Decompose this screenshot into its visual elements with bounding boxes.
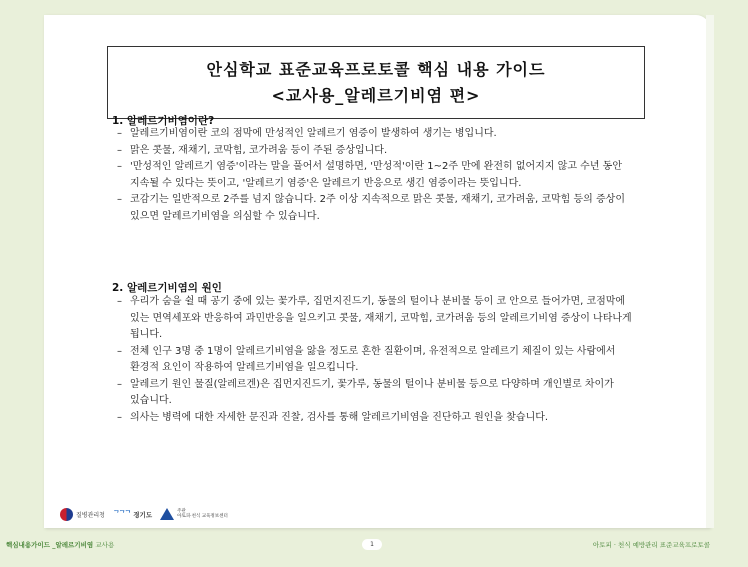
gyeonggi-mark-icon: ᄀᄀᄀ bbox=[112, 510, 131, 518]
title-line-2: <교사용_알레르기비염 편> bbox=[271, 85, 481, 105]
footer-left-sub: 교사용 bbox=[95, 541, 115, 549]
list-item-text: 알레르기비염이란 코의 점막에 만성적인 알레르기 염증이 발생하여 생기는 병입니다. bbox=[130, 128, 497, 139]
list-item bbox=[114, 377, 644, 410]
edu-center-logo bbox=[160, 508, 228, 520]
list-item-text: 의사는 병력에 대한 자세한 문진과 진찰, 검사를 통해 알레르기비염을 진단하고 원인을 찾습니다. bbox=[130, 411, 549, 423]
dash-bullet: – bbox=[117, 411, 122, 423]
edu-center-bottom: 아토피·천식 교육정보센터 bbox=[177, 514, 228, 519]
list-item bbox=[114, 294, 644, 344]
list-item bbox=[114, 192, 644, 225]
edu-center-mark-icon bbox=[160, 508, 174, 520]
dash-bullet: – bbox=[117, 144, 122, 156]
kdca-emblem-icon bbox=[60, 508, 73, 521]
footer-left bbox=[6, 540, 114, 549]
dash-bullet: – bbox=[117, 345, 122, 357]
footer-left-title: 핵심내용가이드 _알레르기비염 bbox=[6, 541, 94, 549]
section-2-list bbox=[114, 294, 644, 426]
section-1-heading: 1. 알레르기비염이란? bbox=[112, 115, 215, 127]
list-item bbox=[114, 410, 644, 427]
list-item bbox=[114, 143, 644, 160]
list-item-text: 우리가 숨을 쉴 때 공기 중에 있는 꽃가루, 집먼지진드기, 동물의 털이나 분비물 등이 코 안으로 들어가면, 코점막에 있는 면역세포와 반응하여 과민반응을 일으키고 콧물, 재채기, 코막힘, 코가려움 등의 알레르기비염 증상이 나타나게 됩니다. bbox=[130, 296, 632, 340]
edu-center-text bbox=[177, 509, 228, 519]
kdca-logo bbox=[60, 508, 105, 521]
page-number: 1 bbox=[362, 539, 382, 550]
section-1-list bbox=[114, 126, 644, 225]
gyeonggi-logo bbox=[113, 509, 152, 519]
footer-right: 아토피 · 천식 예방관리 표준교육프로토콜 bbox=[592, 541, 710, 549]
sponsor-logos bbox=[60, 506, 228, 522]
list-item-text: 전체 인구 3명 중 1명이 알레르기비염을 앓을 정도로 흔한 질환이며, 유전적으로 알레르기 체질이 있는 사람에서 환경적 요인이 작용하여 알레르기비염을 일으킵니다. bbox=[130, 345, 616, 373]
document-page bbox=[44, 15, 710, 528]
section-2-heading: 2. 알레르기비염의 원인 bbox=[112, 282, 222, 294]
page-edge-tab bbox=[706, 15, 714, 528]
kdca-logo-text: 질병관리청 bbox=[76, 511, 105, 519]
edu-center-top: 주관 bbox=[177, 509, 186, 514]
dash-bullet: – bbox=[117, 296, 122, 307]
list-item bbox=[114, 126, 644, 143]
title-line-1: 안심학교 표준교육프로토콜 핵심 내용 가이드 bbox=[206, 59, 546, 79]
dash-bullet: – bbox=[117, 378, 122, 390]
title-box bbox=[107, 46, 645, 119]
gyeonggi-logo-text: 경기도 bbox=[133, 510, 153, 519]
list-item-text: 알레르기 원인 물질(알레르겐)은 집먼지진드기, 꽃가루, 동물의 털이나 분비물 등으로 다양하며 개인별로 차이가 있습니다. bbox=[130, 378, 614, 406]
dash-bullet: – bbox=[117, 161, 122, 172]
list-item bbox=[114, 344, 644, 377]
list-item bbox=[114, 159, 644, 192]
list-item-text: 맑은 콧물, 재채기, 코막힘, 코가려움 등이 주된 증상입니다. bbox=[130, 144, 388, 156]
dash-bullet: – bbox=[117, 194, 122, 205]
dash-bullet: – bbox=[117, 128, 122, 139]
list-item-text: '만성적인 알레르기 염증'이라는 말을 풀어서 설명하면, '만성적'이란 1~2주 만에 완전히 없어지지 않고 수년 동안 지속될 수 있다는 뜻이고, '알레르기 염증'은 알레르기 반응으로 생긴 염증이라는 뜻입니다. bbox=[130, 161, 622, 189]
list-item-text: 코감기는 일반적으로 2주를 넘지 않습니다. 2주 이상 지속적으로 맑은 콧물, 재채기, 코가려움, 코막힘 등의 증상이 있으면 알레르기비염을 의심할 수 있습니다. bbox=[130, 194, 625, 222]
